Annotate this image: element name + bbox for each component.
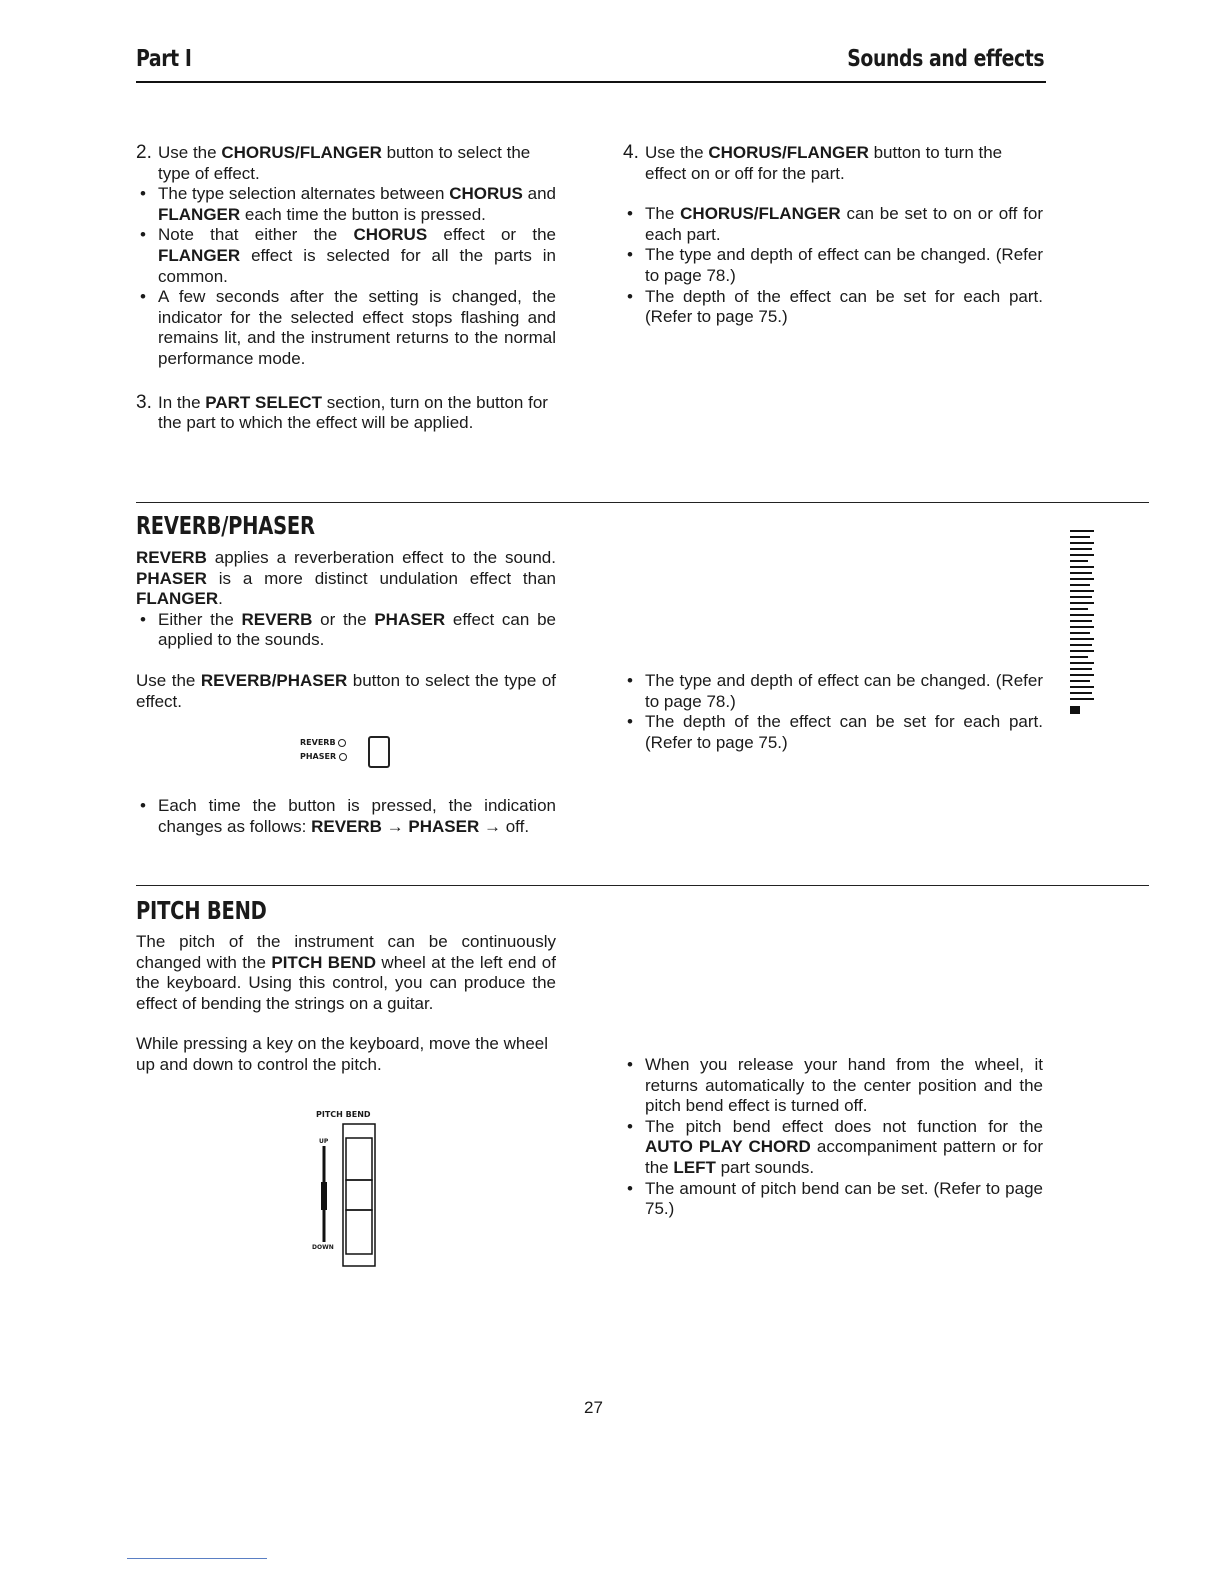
reverb-intro: REVERB applies a reverberation effect to the sound. PHASER is a more distinct undulation effect than FLANGER. [136,548,556,609]
step-number: 2. [136,142,152,163]
bullet-pitch-amount: • The amount of pitch bend can be set. (Refer to page 75.) [623,1179,1043,1220]
pitch-wheel-housing [343,1124,375,1266]
bullet-indicator: • A few seconds after the setting is changed, the indicator for the selected effect stops flashing and remains lit, and the instrument returns to the normal performance mode. [136,287,556,369]
bullet-no-auto-play: • The pitch bend effect does not function for the AUTO PLAY CHORD accompaniment pattern or for the LEFT part sounds. [623,1117,1043,1179]
pitch-wheel-center-segment [346,1180,372,1210]
pitch-bend-figure-label: PITCH BEND [316,1110,371,1119]
reverb-right-column [623,671,1043,753]
bullet-reverb-depth-per-part: • The depth of the effect can be set for each part. (Refer to page 75.) [623,712,1043,753]
page-number: 27 [584,1398,603,1417]
bullet-indication-sequence: • Each time the button is pressed, the indication changes as follows: REVERB → PHASER → off. [136,796,556,837]
reverb-phaser-title: REVERB/PHASER [136,511,315,540]
step-2: 2. Use the CHORUS/FLANGER button to select the type of effect. [136,142,531,183]
pitch-intro: The pitch of the instrument can be continuously changed with the PITCH BEND wheel at the left end of the keyboard. Using this control, you can produce the effect of bending the strings on a guitar. [136,932,556,1013]
bullet-depth-per-part: • The depth of the effect can be set for each part. (Refer to page 75.) [623,287,1043,328]
pitch-wheel-diagram [310,1120,390,1270]
step-4: 4. Use the CHORUS/FLANGER button to turn the effect on or off for the part. [623,142,1003,183]
bottom-edge-line [127,1558,267,1559]
pitch-bend-title: PITCH BEND [136,896,267,925]
pitch-instruction: While pressing a key on the keyboard, move the wheel up and down to control the pitch. [136,1034,549,1074]
bullet-common-effect: • Note that either the CHORUS effect or the FLANGER effect is selected for all the parts in common. [136,225,556,287]
reverb-phaser-button-figure [300,734,390,766]
pitch-wheel-lower-segment [346,1210,372,1254]
bullet-either-effect: • Either the REVERB or the PHASER effect can be applied to the sounds. [136,610,556,651]
pitch-down-label: DOWN [312,1244,334,1251]
reverb-left-column [136,548,556,712]
bullet-type-depth: • The type and depth of effect can be changed. (Refer to page 78.) [623,245,1043,286]
bullet-wheel-return: • When you release your hand from the wheel, it returns automatically to the center position and the pitch bend effect is turned off. [623,1055,1043,1117]
pitch-wheel-upper-segment [346,1138,372,1180]
bullet-type-selection: • The type selection alternates between CHORUS and FLANGER each time the button is pressed. [136,184,556,225]
section-divider [136,885,1149,886]
step-number: 4. [623,142,639,163]
reverb-led-icon [338,739,346,747]
reverb-use-instruction: Use the REVERB/PHASER button to select the type of effect. [136,670,556,711]
reverb-left-column-lower [136,796,556,837]
pitch-wheel-indicator [321,1182,327,1210]
header-rule [136,81,1046,83]
pitch-right-column [623,1055,1043,1220]
chorus-left-column [136,143,556,434]
pitch-left-column [136,932,556,1076]
step-number: 3. [136,391,152,413]
phaser-led-icon [339,753,347,761]
section-divider [136,502,1149,503]
chorus-right-column [623,143,1043,328]
scan-marks-decoration [1070,530,1100,715]
bullet-on-off-per-part: • The CHORUS/FLANGER can be set to on or off for each part. [623,204,1043,245]
pitch-bend-wheel-figure [310,1110,390,1270]
header-section-title: Sounds and effects [847,46,1044,72]
reverb-phaser-button [368,736,390,768]
header-part-label: Part I [136,46,192,72]
phaser-indicator-label: PHASER [300,752,347,761]
reverb-indicator-label: REVERB [300,738,346,747]
bullet-reverb-type-depth: • The type and depth of effect can be changed. (Refer to page 78.) [623,671,1043,712]
pitch-up-label: UP [319,1138,329,1145]
step-3: 3. In the PART SELECT section, turn on the button for the part to which the effect will be applied. [136,391,548,433]
